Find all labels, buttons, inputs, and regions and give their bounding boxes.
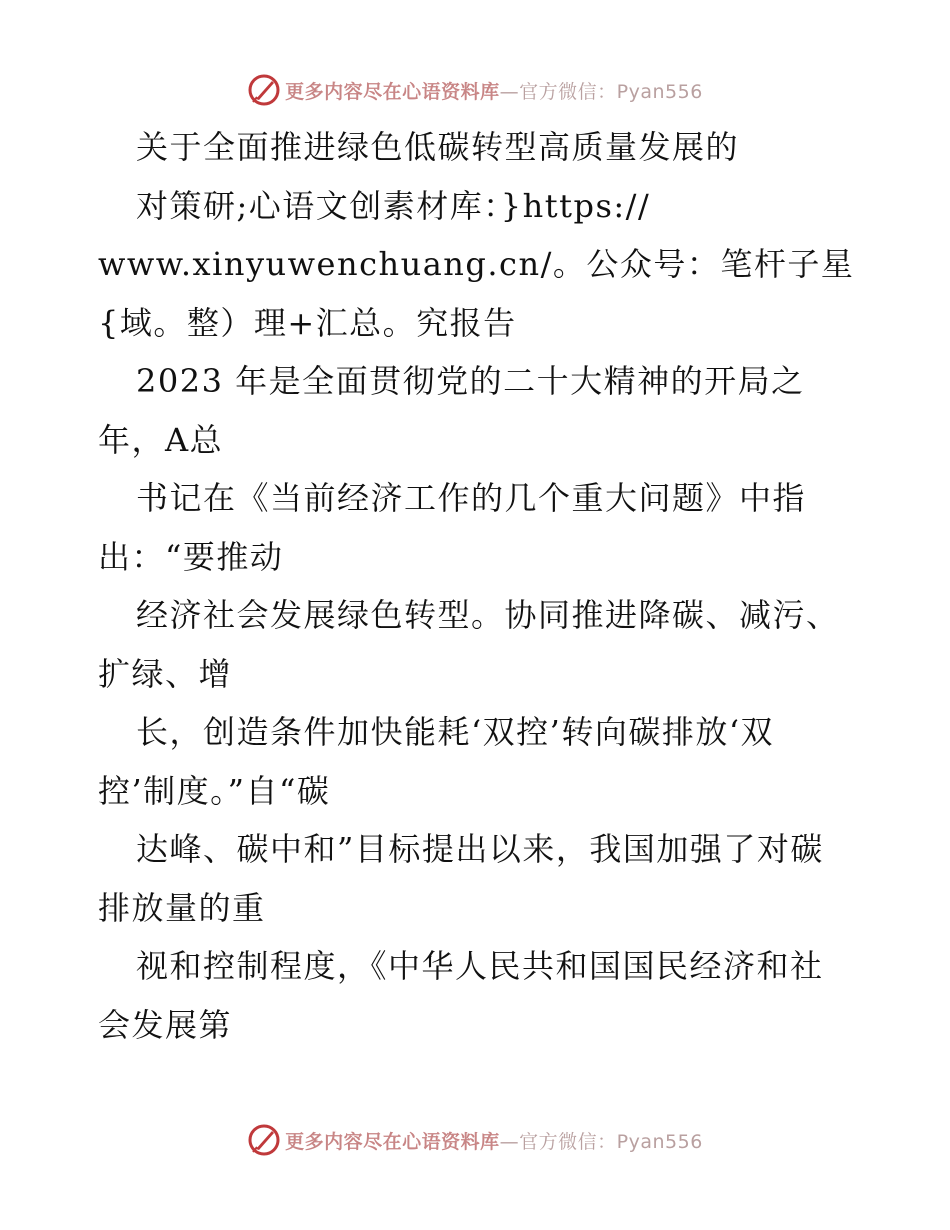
text-line-6: 年，A总 — [98, 420, 224, 459]
footer-banner — [0, 1120, 950, 1160]
text-line-1: 关于全面推进绿色低碳转型高质量发展的 — [136, 128, 740, 166]
text-line-10: 扩绿、增 — [98, 654, 233, 693]
header-contact-text: —官方微信：Pyan556 — [499, 80, 703, 103]
text-line-11: 长，创造条件加快能耗‘双控’转向碳排放‘双 — [136, 713, 775, 751]
document-body — [98, 118, 868, 1054]
footer-site-text: 更多内容尽在心语资料库 — [285, 1130, 500, 1153]
text-line-3: www.xinyuwenchuang.cn/。公众号：笔杆子星 — [98, 245, 855, 283]
quill-logo-icon — [247, 1123, 281, 1157]
text-line-9: 经济社会发展绿色转型。协同推进降碳、减污、 — [136, 596, 840, 634]
text-line-15: 视和控制程度，《中华人民共和国国民经济和社 — [136, 947, 824, 985]
text-line-8: 出：“要推动 — [98, 537, 284, 576]
text-line-12: 控’制度。”自“碳 — [98, 771, 331, 810]
text-line-5: 2023 年是全面贯彻党的二十大精神的开局之 — [136, 362, 805, 400]
text-line-2: 对策研;心语文创素材库：}https:// — [136, 186, 651, 225]
quill-logo-icon — [247, 73, 281, 107]
header-site-text: 更多内容尽在心语资料库 — [285, 80, 500, 103]
text-line-7: 书记在《当前经济工作的几个重大问题》中指 — [136, 479, 807, 517]
text-line-16: 会发展第 — [98, 1005, 233, 1044]
text-line-13: 达峰、碳中和”目标提出以来，我国加强了对碳 — [136, 830, 824, 868]
text-line-14: 排放量的重 — [98, 888, 266, 927]
header-banner — [0, 70, 950, 110]
text-line-4: {域。整）理+汇总。究报告 — [98, 303, 517, 342]
footer-contact-text: —官方微信：Pyan556 — [499, 1130, 703, 1153]
